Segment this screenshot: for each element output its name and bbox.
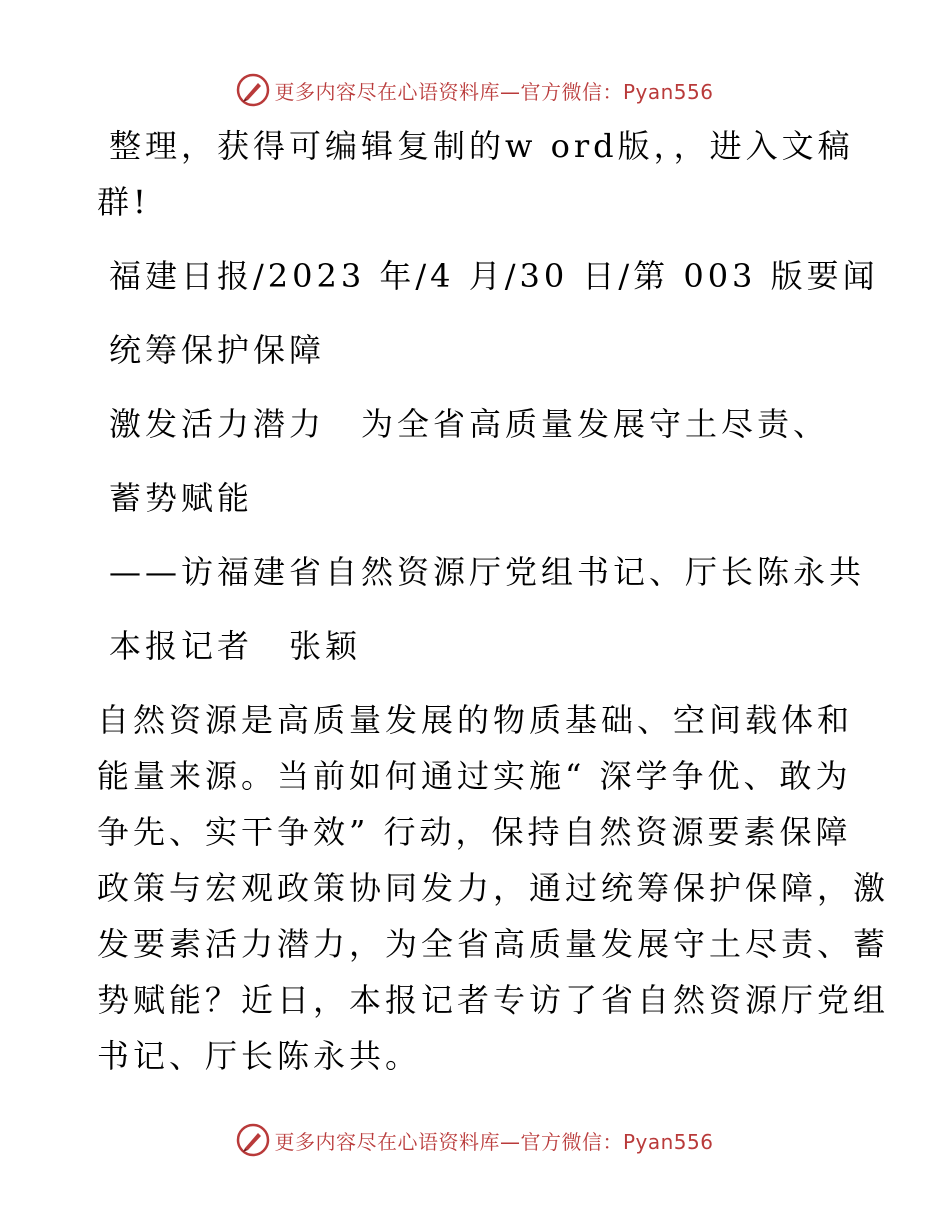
headline-line-1: 统筹保护保障 [109,331,326,369]
body-line: 书记、厅长陈永共。 [97,1037,422,1075]
header-watermark [0,70,950,110]
byline: 本报记者 张颖 [109,627,362,665]
headline-line-3: 蓄势赋能 [109,479,254,517]
intro-line-1: 整理，获得可编辑复制的w ord版，，进入文稿 [109,127,854,165]
body-line: 争先、实干争效” 行动，保持自然资源要素保障 [97,813,852,851]
body-paragraph [97,692,890,1084]
headline-line-2: 激发活力潜力 为全省高质量发展守土尽责、 [109,405,830,443]
body-line: 势赋能？近日，本报记者专访了省自然资源厅党组 [97,981,890,1019]
footer-watermark [0,1120,950,1160]
body-line: 政策与宏观政策协同发力，通过统筹保护保障，激 [97,869,890,907]
watermark-text: 更多内容尽在心语资料库—官方微信：Pyan556 [274,1129,714,1154]
subtitle: ——访福建省自然资源厅党组书记、厅长陈永共 [109,553,866,591]
intro-line-2: 群! [97,183,150,221]
body-line: 发要素活力潜力，为全省高质量发展守土尽责、蓄 [97,925,890,963]
pen-logo-icon [236,73,270,107]
body-line: 能量来源。当前如何通过实施“ 深学争优、敢为 [97,757,852,795]
body-line: 自然资源是高质量发展的物质基础、空间载体和 [97,701,854,739]
watermark-text: 更多内容尽在心语资料库—官方微信：Pyan556 [274,79,714,104]
pen-logo-icon [236,1123,270,1157]
source-line: 福建日报/2023 年/4 月/30 日/第 003 版要闻 [109,257,879,295]
document-body [97,118,890,1084]
